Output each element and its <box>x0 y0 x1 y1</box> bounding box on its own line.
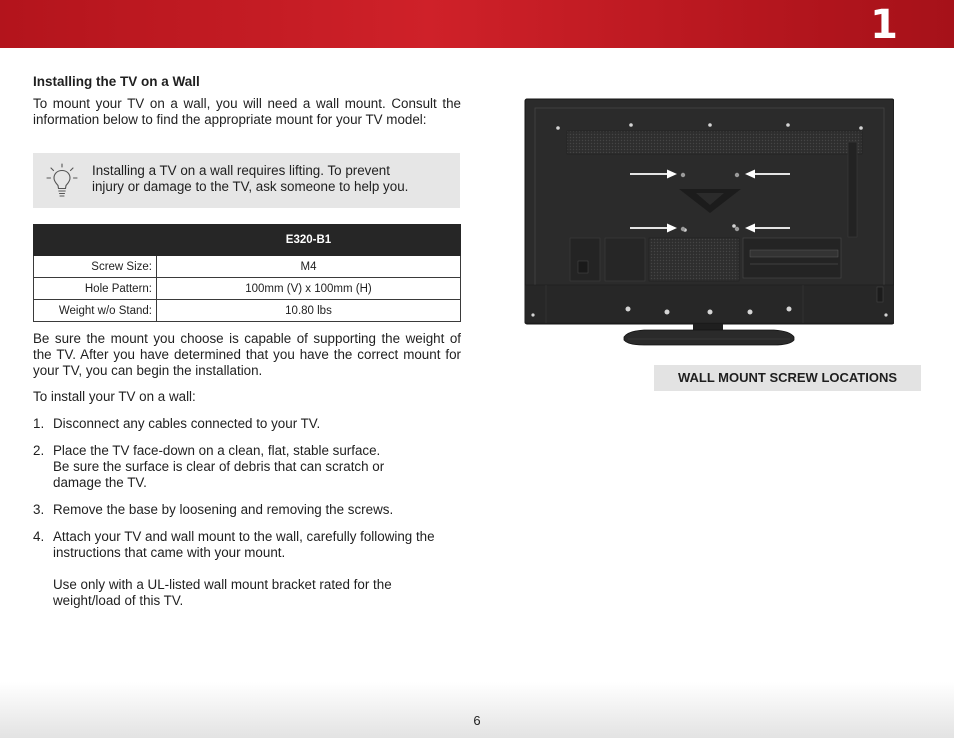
step-number: 2. <box>33 443 45 458</box>
intro-paragraph: To mount your TV on a wall, you will need a wall mount. Consult the information below to find the appropriate mount for your TV model: <box>33 96 461 127</box>
step-number: 4. <box>33 529 45 544</box>
table-row <box>34 300 461 322</box>
step-text: Place the TV face-down on a clean, flat, stable surface. <box>53 443 381 458</box>
step-text: Disconnect any cables connected to your TV. <box>53 416 321 431</box>
list-item <box>33 443 463 491</box>
row-label: Screw Size: <box>34 256 157 278</box>
vesa-hole <box>735 227 739 231</box>
step-text: Be sure the surface is clear of debris that can scratch or damage the TV. <box>53 459 385 490</box>
lightbulb-icon <box>46 163 78 197</box>
figure-caption: WALL MOUNT SCREW LOCATIONS <box>654 365 921 391</box>
steps-intro: To install your TV on a wall: <box>33 389 196 404</box>
step-number: 3. <box>33 502 45 517</box>
vesa-hole <box>735 173 739 177</box>
list-item <box>33 502 463 518</box>
list-item <box>33 529 463 609</box>
row-value: 100mm (V) x 100mm (H) <box>157 278 461 300</box>
vesa-hole <box>681 173 685 177</box>
tv-stand <box>624 324 794 345</box>
step-note: Use only with a UL-listed wall mount bracket rated for the weight/load of this TV. <box>53 577 392 608</box>
step-text: Remove the base by loosening and removing the screws. <box>53 502 394 517</box>
table-row <box>34 256 461 278</box>
row-value: M4 <box>157 256 461 278</box>
list-item <box>33 416 463 432</box>
table-header-blank <box>34 225 157 256</box>
step-number: 1. <box>33 416 45 431</box>
model-header: E320-B1 <box>157 225 461 256</box>
table-row <box>34 278 461 300</box>
capacity-note: Be sure the mount you choose is capable of supporting the weight of the TV. After you have determined that you have the correct mount for your TV, you can begin the installation. <box>33 331 461 378</box>
row-label: Hole Pattern: <box>34 278 157 300</box>
installation-steps <box>33 416 463 620</box>
table-header-row <box>34 225 461 256</box>
section-heading: Installing the TV on a Wall <box>33 74 200 89</box>
footer-band <box>0 682 954 738</box>
tip-line: injury or damage to the TV, ask someone to help you. <box>92 179 409 194</box>
row-label: Weight w/o Stand: <box>34 300 157 322</box>
tip-line: Installing a TV on a wall requires lifting. To prevent <box>92 163 390 178</box>
wall-mount-spec-table <box>33 224 461 322</box>
row-value: 10.80 lbs <box>157 300 461 322</box>
step-text: Attach your TV and wall mount to the wall, carefully following the instructions that came with your mount. <box>53 529 435 560</box>
header-bar <box>0 0 954 48</box>
tip-box <box>33 153 460 208</box>
page-number: 6 <box>473 713 481 728</box>
tv-back-illustration <box>524 97 894 347</box>
chapter-number: 1 <box>870 2 898 48</box>
vesa-hole <box>681 227 685 231</box>
tip-text <box>92 163 452 195</box>
